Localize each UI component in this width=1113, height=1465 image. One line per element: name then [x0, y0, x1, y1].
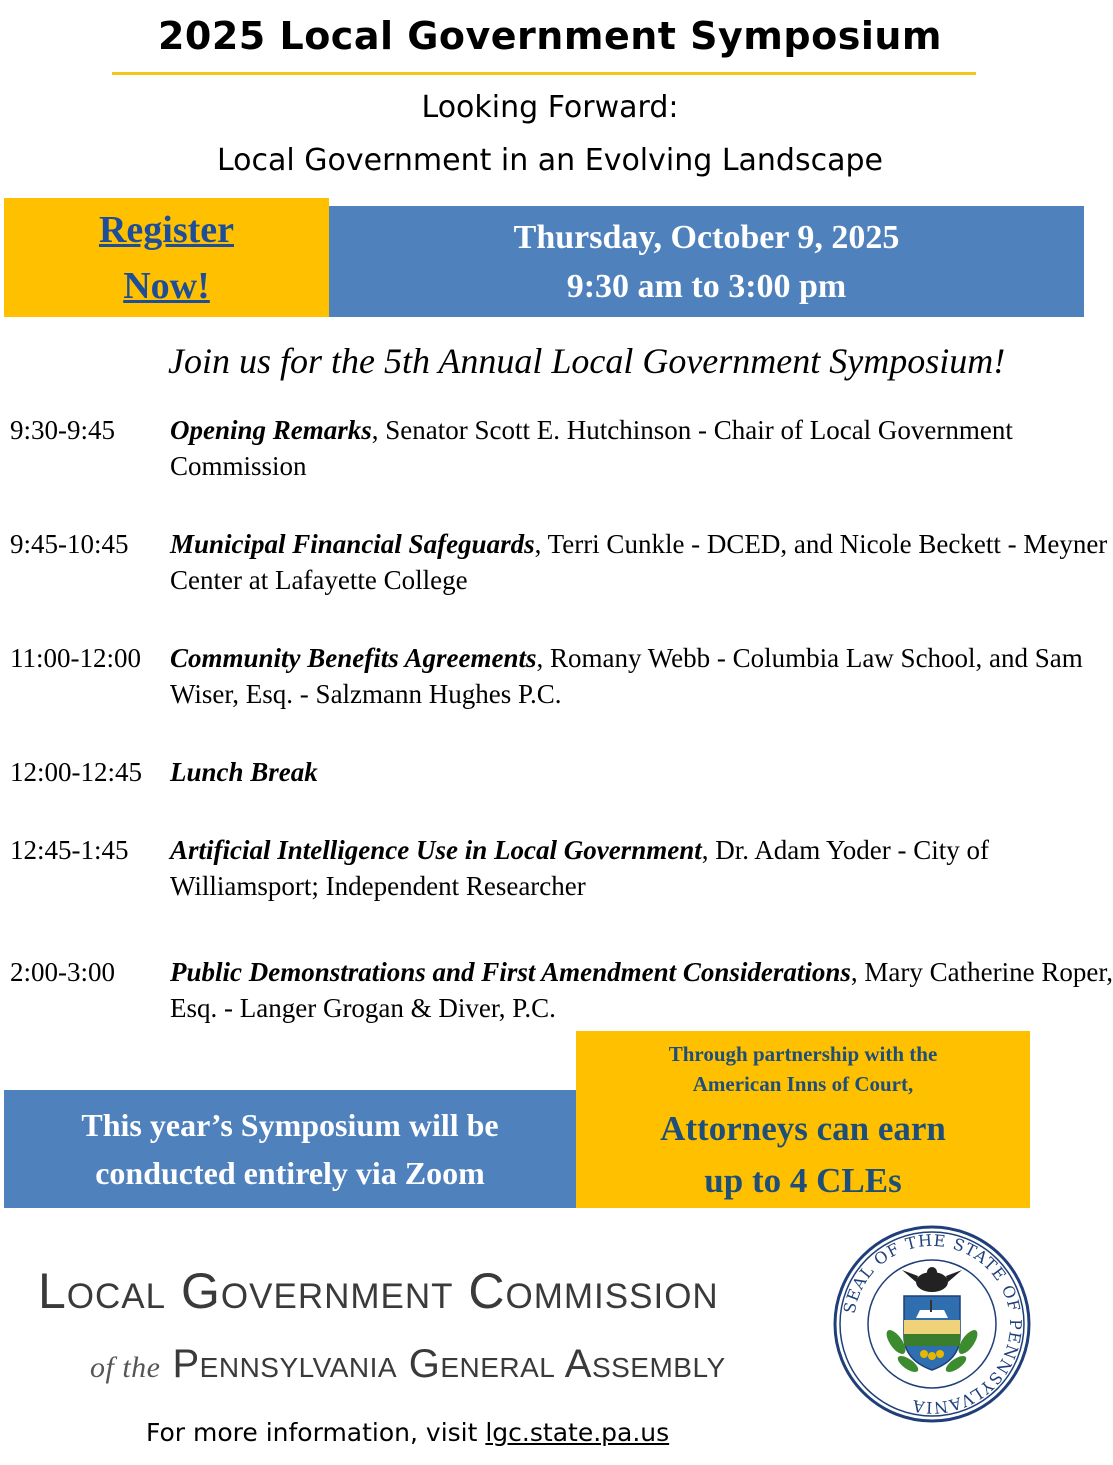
- org-of-the: of the: [90, 1351, 161, 1384]
- title-underline: [112, 72, 976, 75]
- event-date: Thursday, October 9, 2025: [513, 218, 900, 256]
- subtitle-line-1: Looking Forward:: [421, 90, 679, 125]
- more-info-text: For more information, visit: [146, 1418, 486, 1447]
- agenda-session: Artificial Intelligence Use in Local Government: [170, 835, 702, 865]
- org-name-text-1: Local Government Commission: [38, 1263, 719, 1319]
- subtitle-line-2: Local Government in an Evolving Landscape: [217, 143, 883, 178]
- org-name-line-1: [38, 1262, 719, 1320]
- agenda-details: , Mary Catherine Roper, Esq. - Langer Grogan & Diver, P.C.: [170, 957, 1113, 1023]
- register-line-1: Register: [98, 208, 235, 251]
- zoom-notice-line-1: This year’s Symposium will be: [81, 1107, 499, 1143]
- pennsylvania-seal-icon: [832, 1224, 1032, 1424]
- agenda-session: Lunch Break: [170, 757, 318, 787]
- agenda-details: , Terri Cunkle - DCED, and Nicole Beckett - Meyner Center at Lafayette College: [170, 529, 1108, 595]
- page-title: 2025 Local Government Symposium: [157, 14, 943, 58]
- org-name-text-2: Pennsylvania General Assembly: [172, 1342, 726, 1386]
- event-datetime-box: [329, 206, 1084, 317]
- website-link[interactable]: lgc.state.pa.us: [485, 1418, 670, 1447]
- agenda-details: , Senator Scott E. Hutchinson - Chair of Local Government Commission: [170, 415, 1013, 481]
- agenda-session: Community Benefits Agreements: [170, 643, 537, 673]
- agenda-time: 12:00-12:45: [10, 757, 142, 787]
- agenda-session: Opening Remarks: [170, 415, 372, 445]
- cle-line-3: Attorneys can earn: [660, 1109, 946, 1148]
- seal-text-path: SEAL OF THE STATE OF PENNSYLVANIA: [839, 1230, 1026, 1418]
- agenda-time: 2:00-3:00: [10, 957, 115, 987]
- agenda-time: 11:00-12:00: [10, 643, 141, 673]
- register-box: [4, 198, 329, 317]
- agenda-session: Public Demonstrations and First Amendment Considerations: [170, 957, 851, 987]
- agenda-details: , Dr. Adam Yoder - City of Williamsport; Independent Researcher: [170, 835, 989, 901]
- agenda-time: 9:30-9:45: [10, 415, 115, 445]
- more-info: [146, 1418, 669, 1447]
- cle-line-1: Through partnership with the: [668, 1042, 938, 1066]
- agenda-details: , Romany Webb - Columbia Law School, and Sam Wiser, Esq. - Salzmann Hughes P.C.: [170, 643, 1083, 709]
- event-time: 9:30 am to 3:00 pm: [566, 267, 847, 305]
- org-name-line-2: [90, 1342, 726, 1387]
- register-now-link[interactable]: [4, 202, 329, 314]
- agenda-session: Municipal Financial Safeguards: [170, 529, 535, 559]
- agenda-time: 12:45-1:45: [10, 835, 129, 865]
- cle-box: [576, 1031, 1030, 1208]
- cle-line-4: up to 4 CLEs: [704, 1161, 902, 1200]
- seal-shield-icon: [904, 1296, 960, 1370]
- cle-line-2: American Inns of Court,: [692, 1072, 914, 1096]
- agenda-time: 9:45-10:45: [10, 529, 129, 559]
- zoom-notice-box: [4, 1090, 576, 1208]
- zoom-notice-line-2: conducted entirely via Zoom: [95, 1155, 485, 1191]
- intro-text: Join us for the 5th Annual Local Government Symposium!: [168, 341, 1006, 381]
- register-line-2: Now!: [123, 264, 210, 307]
